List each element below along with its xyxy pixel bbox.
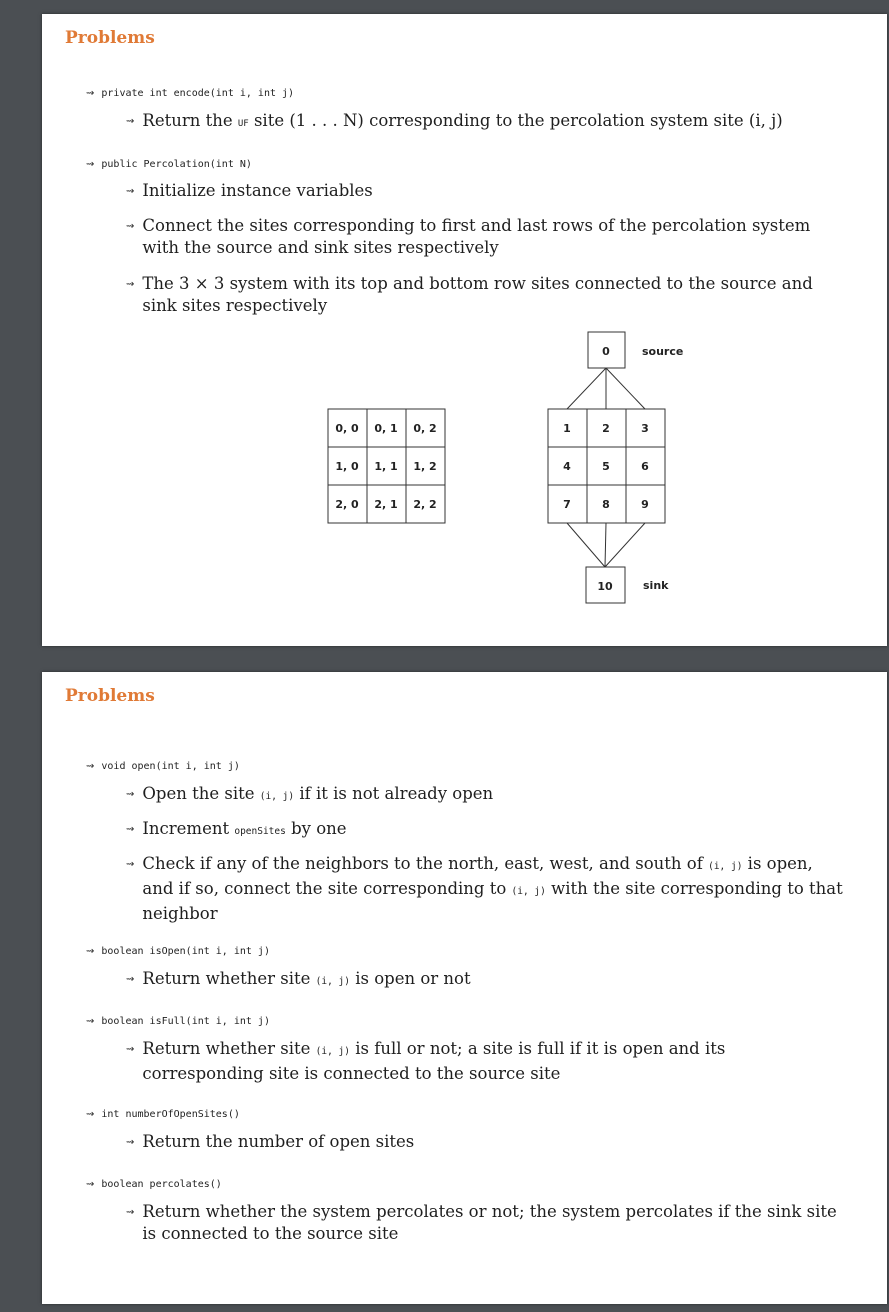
squiggle-arrow-icon: ⇝ [86, 159, 95, 170]
right-grid-cell: 8 [602, 498, 610, 511]
source-label: source [642, 345, 684, 358]
right-grid-cell: 7 [563, 498, 571, 511]
bullet-ctor-3: ⇝ The 3 × 3 system with its top and bottom row sites connected to the source and sink sites respectively [126, 274, 813, 315]
squiggle-arrow-icon: ⇝ [86, 946, 95, 957]
squiggle-arrow-icon: ⇝ [126, 186, 135, 197]
method-signature-numberofopensites: ⇝ int numberOfOpenSites() [86, 1109, 240, 1120]
slide-title: Problems [65, 28, 155, 48]
method-signature-open: ⇝ void open(int i, int j) [86, 761, 240, 772]
squiggle-arrow-icon: ⇝ [126, 789, 135, 800]
bullet-isopen-1: ⇝ Return whether site (i, j) is open or not [126, 968, 842, 993]
method-signature-isopen: ⇝ boolean isOpen(int i, int j) [86, 946, 270, 957]
left-grid-cell: 1, 0 [335, 460, 359, 473]
squiggle-arrow-icon: ⇝ [126, 221, 135, 232]
left-grid-cell: 2, 2 [413, 498, 437, 511]
slide-title: Problems [65, 686, 155, 706]
squiggle-arrow-icon: ⇝ [86, 1179, 95, 1190]
bullet-num-1: ⇝ Return the number of open sites [126, 1131, 842, 1154]
squiggle-arrow-icon: ⇝ [126, 824, 135, 835]
right-grid-cell: 1 [563, 422, 571, 435]
left-grid-cell: 0, 1 [374, 422, 398, 435]
method-signature-isfull: ⇝ boolean isFull(int i, int j) [86, 1016, 270, 1027]
percolation-diagram [42, 14, 887, 646]
right-grid-cell: 9 [641, 498, 649, 511]
bullet-perc-1: ⇝ Return whether the system percolates or not; the system percolates if the sink site is connected to the source site [126, 1202, 837, 1243]
right-grid-cell: 4 [563, 460, 571, 473]
squiggle-arrow-icon: ⇝ [86, 88, 95, 99]
bullet-open-2: ⇝ Increment openSites by one [126, 818, 842, 843]
squiggle-arrow-icon: ⇝ [126, 859, 135, 870]
left-grid-cell: 1, 2 [413, 460, 437, 473]
bullet-ctor-2: ⇝ Connect the sites corresponding to first and last rows of the percolation system with the source and sink sites respectively [126, 216, 811, 257]
squiggle-arrow-icon: ⇝ [126, 1044, 135, 1055]
bullet-encode-desc: ⇝ Return the UF site (1 . . . N) corresponding to the percolation system site (i, j) [126, 110, 832, 135]
method-signature-percolates: ⇝ boolean percolates() [86, 1179, 222, 1190]
squiggle-arrow-icon: ⇝ [126, 279, 135, 290]
left-grid-cell: 1, 1 [374, 460, 398, 473]
source-id: 0 [602, 345, 610, 358]
bullet-ctor-1: ⇝ Initialize instance variables [126, 180, 832, 203]
squiggle-arrow-icon: ⇝ [86, 1016, 95, 1027]
squiggle-arrow-icon: ⇝ [126, 974, 135, 985]
right-grid-cell: 3 [641, 422, 649, 435]
bullet-open-3: ⇝ Check if any of the neighbors to the north, east, west, and south of (i, j) is open, and if so, connect the site corresponding to (i, j) with the site corresponding to that neighbor [126, 854, 843, 923]
slide-2 [42, 672, 887, 1304]
left-grid-cell: 0, 2 [413, 422, 437, 435]
sink-label: sink [643, 579, 669, 592]
bullet-open-1: ⇝ Open the site (i, j) if it is not already open [126, 783, 842, 808]
sink-id: 10 [597, 580, 613, 593]
right-grid-cell: 2 [602, 422, 610, 435]
left-grid-cell: 2, 0 [335, 498, 359, 511]
squiggle-arrow-icon: ⇝ [126, 116, 135, 127]
left-grid-cell: 0, 0 [335, 422, 359, 435]
bullet-isfull-1: ⇝ Return whether site (i, j) is full or not; a site is full if it is open and its corresponding site is connected to the source site [126, 1039, 726, 1083]
squiggle-arrow-icon: ⇝ [86, 761, 95, 772]
right-grid-cell: 5 [602, 460, 610, 473]
method-signature-constructor: ⇝ public Percolation(int N) [86, 159, 252, 170]
squiggle-arrow-icon: ⇝ [86, 1109, 95, 1120]
method-signature-encode: ⇝ private int encode(int i, int j) [86, 88, 295, 99]
squiggle-arrow-icon: ⇝ [126, 1207, 135, 1218]
left-grid-cell: 2, 1 [374, 498, 398, 511]
slide-1 [42, 14, 887, 646]
squiggle-arrow-icon: ⇝ [126, 1137, 135, 1148]
right-grid-cell: 6 [641, 460, 649, 473]
